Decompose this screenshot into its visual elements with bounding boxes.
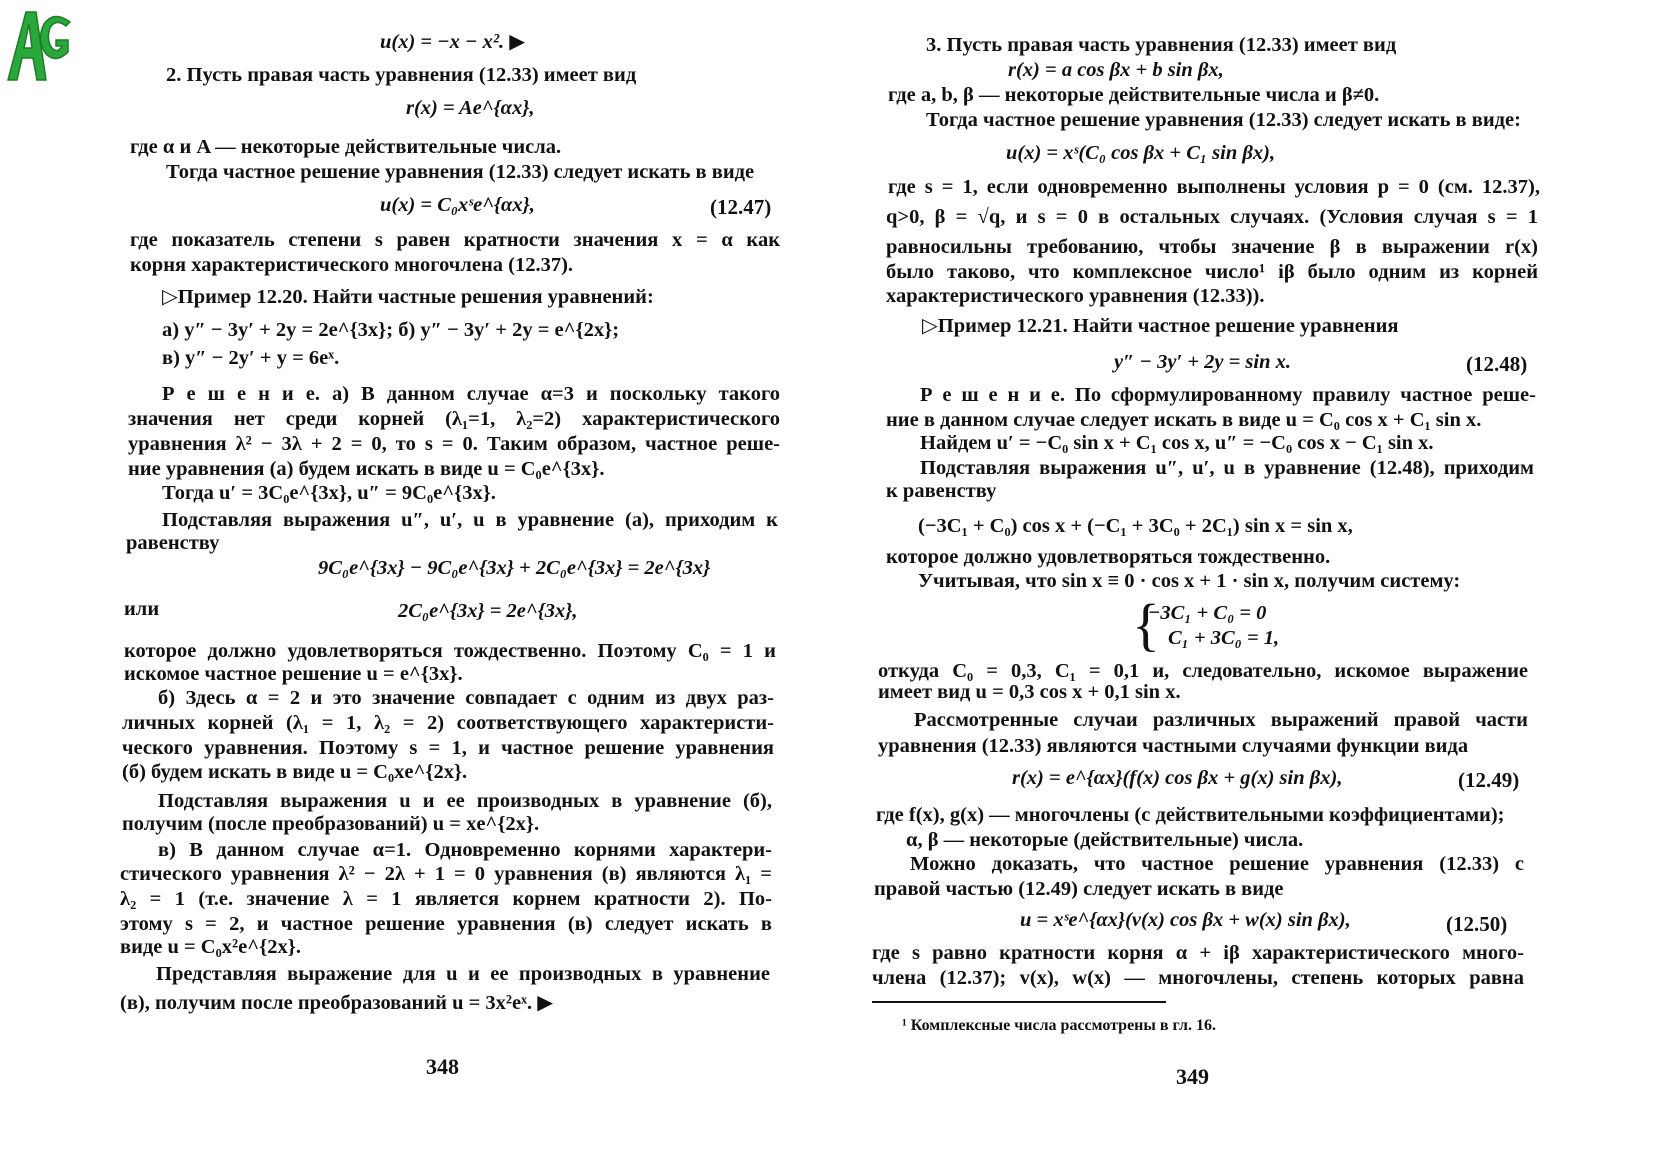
- text-line: (в), получим после преобразований u = 3x²eˣ. ▶: [120, 992, 554, 1014]
- equation-number: (12.47): [710, 195, 772, 219]
- equation-number: (12.49): [1458, 768, 1520, 792]
- text-line: y″ − 3y′ + 2y = sin x.: [1114, 351, 1291, 373]
- text-line: Тогда частное решение уравнения (12.33) следует искать в виде:: [926, 109, 1521, 131]
- footnote: ¹ Комплексные числа рассмотрены в гл. 16.: [902, 1017, 1216, 1034]
- text-line: (−3C₁ + C₀) cos x + (−C₁ + 3C₀ + 2C₁) sin x = sin x,: [918, 515, 1353, 537]
- text-line: равносильны требованию, чтобы значение β в выражении r(x): [886, 236, 1538, 258]
- text-line: уравнения λ² − 3λ + 2 = 0, то s = 0. Таким образом, частное реше-: [128, 433, 780, 455]
- text-line: а) y″ − 3y′ + 2y = 2e^{3x}; б) y″ − 3y′ + 2y = e^{2x};: [162, 319, 620, 341]
- text-line: α, β — некоторые (действительные) числа.: [906, 829, 1304, 851]
- text-line: q>0, β = √q, и s = 0 в остальных случаях. (Условия случая s = 1: [886, 206, 1538, 228]
- text-line: правой частью (12.49) следует искать в виде: [874, 878, 1284, 900]
- page-number: 348: [426, 1054, 459, 1079]
- text-line: получим (после преобразований) u = xe^{2x}.: [122, 813, 540, 835]
- text-line: или: [124, 598, 160, 620]
- text-line: Учитывая, что sin x ≡ 0 · cos x + 1 · sin x, получим систему:: [918, 570, 1461, 592]
- text-line: (б) будем искать в виде u = C₀xe^{2x}.: [122, 761, 468, 783]
- text-line: стического уравнения λ² − 2λ + 1 = 0 уравнения (в) являются λ₁ =: [120, 863, 772, 885]
- text-line: в) y″ − 2y′ + y = 6eˣ.: [162, 347, 340, 369]
- text-line: r(x) = Ae^{αx},: [406, 97, 535, 119]
- text-line: этому s = 2, и частное решение уравнения (в) следует искать в: [120, 913, 772, 935]
- text-line: C₁ + 3C₀ = 1,: [1168, 627, 1280, 649]
- text-line: Р е ш е н и е. По сформулированному правилу частное реше-: [920, 384, 1536, 406]
- equation-number: (12.50): [1446, 912, 1508, 936]
- text-line: Подставляя выражения u″, u′, u в уравнение (а), приходим к: [162, 509, 778, 531]
- text-line: 2. Пусть правая часть уравнения (12.33) имеет вид: [166, 64, 637, 86]
- text-line: r(x) = e^{αx}(f(x) cos βx + g(x) sin βx),: [1012, 767, 1343, 789]
- text-line: где s равно кратности корня α + iβ характеристического много-: [872, 942, 1524, 964]
- text-line: −3C₁ + C₀ = 0: [1148, 602, 1267, 624]
- text-line: 9C₀e^{3x} − 9C₀e^{3x} + 2C₀e^{3x} = 2e^{3x}: [318, 557, 711, 579]
- text-line: Тогда частное решение уравнения (12.33) следует искать в виде: [166, 161, 755, 183]
- text-line: Тогда u′ = 3C₀e^{3x}, u″ = 9C₀e^{3x}.: [162, 482, 496, 504]
- text-line: личных корней (λ₁ = 1, λ₂ = 2) соответствующего характеристи-: [122, 712, 774, 734]
- text-line: λ₂ = 1 (т.е. значение λ = 1 является корнем кратности 2). По-: [120, 888, 772, 910]
- text-line: где показатель степени s равен кратности значения x = α как: [130, 229, 780, 251]
- equation-number: (12.48): [1466, 352, 1528, 376]
- text-line: где s = 1, если одновременно выполнены условия p = 0 (см. 12.37),: [888, 176, 1540, 198]
- text-line: б) Здесь α = 2 и это значение совпадает с одним из двух раз-: [158, 687, 774, 709]
- text-line: r(x) = a cos βx + b sin βx,: [1008, 59, 1224, 81]
- footnote-divider: [872, 1001, 1166, 1003]
- text-line: ческого уравнения. Поэтому s = 1, и частное решение уравнения: [122, 737, 774, 759]
- text-line: u(x) = −x − x². ▶: [380, 31, 525, 53]
- text-line: ние в данном случае следует искать в виде u = C₀ cos x + C₁ sin x.: [886, 409, 1482, 431]
- text-line: где a, b, β — некоторые действительные числа и β≠0.: [888, 84, 1380, 106]
- text-line: значения нет среди корней (λ₁=1, λ₂=2) характеристического: [128, 408, 780, 430]
- text-line: равенству: [126, 532, 220, 554]
- text-line: корня характеристического многочлена (12.37).: [130, 254, 574, 276]
- text-line: искомое частное решение u = e^{3x}.: [124, 663, 463, 685]
- text-line: Можно доказать, что частное решение уравнения (12.33) с: [910, 853, 1524, 875]
- text-line: 2C₀e^{3x} = 2e^{3x},: [398, 600, 578, 622]
- text-line: 3. Пусть правая часть уравнения (12.33) имеет вид: [926, 34, 1397, 56]
- text-line: u = xˢe^{αx}(v(x) cos βx + w(x) sin βx),: [1020, 909, 1351, 931]
- text-line: Подставляя выражения u и ее производных в уравнение (б),: [158, 790, 772, 812]
- text-line: где α и A — некоторые действительные числа.: [130, 136, 562, 158]
- text-line: u(x) = C₀xˢe^{αx},: [380, 194, 535, 216]
- text-line: Подставляя выражения u″, u′, u в уравнение (12.48), приходим: [920, 457, 1534, 479]
- text-line: ние уравнения (а) будем искать в виде u = C₀e^{3x}.: [128, 458, 605, 480]
- text-line: которое должно удовлетворяться тождественно.: [886, 546, 1331, 568]
- text-line: Найдем u′ = −C₀ sin x + C₁ cos x, u″ = −C₀ cos x − C₁ sin x.: [920, 432, 1434, 454]
- text-line: где f(x), g(x) — многочлены (с действительными коэффициентами);: [876, 804, 1505, 826]
- text-line: характеристического уравнения (12.33)).: [886, 285, 1265, 307]
- text-line: которое должно удовлетворяться тождественно. Поэтому C₀ = 1 и: [124, 640, 776, 662]
- text-line: виде u = C₀x²e^{2x}.: [120, 936, 301, 958]
- page-number: 349: [1176, 1064, 1209, 1089]
- text-line: Рассмотренные случаи различных выражений правой части: [914, 709, 1528, 731]
- text-line: u(x) = xˢ(C₀ cos βx + C₁ sin βx),: [1006, 142, 1276, 164]
- example-heading: ▷Пример 12.21. Найти частное решение уравнения: [922, 315, 1399, 337]
- text-line: в) В данном случае α=1. Одновременно корнями характери-: [158, 839, 772, 861]
- logo-ag-icon: [2, 2, 76, 88]
- text-line: к равенству: [886, 480, 997, 502]
- example-heading: ▷Пример 12.20. Найти частные решения уравнений:: [162, 286, 654, 308]
- text-line: Р е ш е н и е. а) В данном случае α=3 и поскольку такого: [162, 383, 780, 405]
- text-line: Представляя выражение для u и ее производных в уравнение: [156, 963, 770, 985]
- text-line: имеет вид u = 0,3 cos x + 0,1 sin x.: [878, 681, 1181, 703]
- text-line: уравнения (12.33) являются частными случаями функции вида: [878, 735, 1469, 757]
- text-line: откуда C₀ = 0,3, C₁ = 0,1 и, следовательно, искомое выражение: [878, 660, 1528, 682]
- text-line: члена (12.37); v(x), w(x) — многочлены, степень которых равна: [872, 967, 1524, 989]
- text-line: было таково, что комплексное число¹ iβ было одним из корней: [886, 261, 1538, 283]
- system-brace: {: [1132, 592, 1160, 657]
